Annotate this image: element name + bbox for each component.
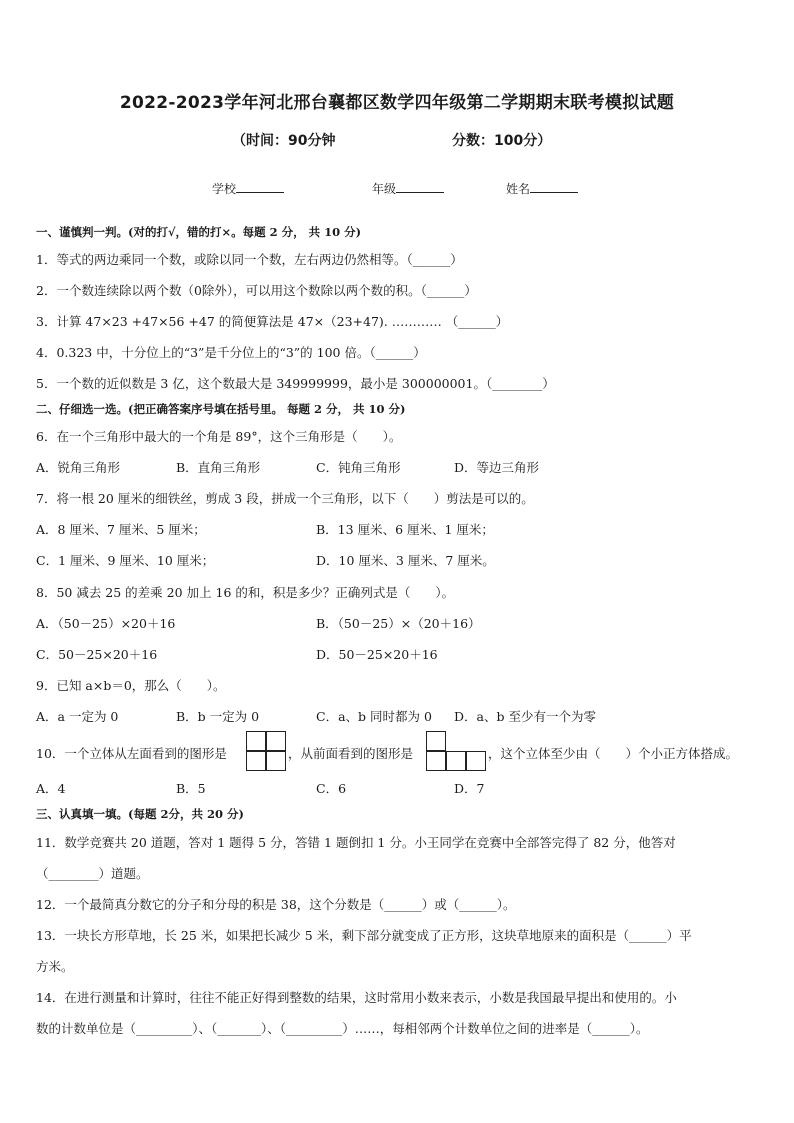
question-8: 8．50 减去 25 的差乘 20 加上 16 的和，积是多少？正确列式是（ ）。 — [36, 585, 455, 600]
question-9: 9．已知 a×b＝0，那么（ ）。 — [36, 678, 226, 693]
front-view-figure — [426, 731, 487, 772]
grade-field — [372, 180, 444, 197]
q9-option-b: B．b 一定为 0 — [176, 709, 260, 724]
q6-option-b: B．直角三角形 — [176, 460, 261, 475]
question-11-line-2: （________）道题。 — [36, 866, 149, 881]
question-10-part-3: ，这个立体至少由（ ）个小正方体搭成。 — [488, 746, 739, 761]
question-10-part-2: ，从前面看到的图形是 — [288, 746, 414, 761]
school-field — [212, 180, 284, 197]
left-view-cell — [246, 751, 266, 771]
q8-option-d: D．50－25×20＋16 — [316, 647, 438, 662]
front-view-cell — [446, 751, 466, 771]
school-label: 学校 — [212, 182, 237, 196]
question-13-line-1: 13．一块长方形草地，长 25 米，如果把长减少 5 米，剩下部分就变成了正方形，这块草地原来的面积是（______）平 — [36, 928, 692, 943]
question-4: 4．0.323 中，十分位上的“3”是千分位上的“3”的 100 倍。（______） — [36, 345, 426, 360]
question-13-line-2: 方米。 — [36, 959, 74, 974]
exam-time: （时间：90分钟 — [232, 133, 336, 149]
question-12: 12．一个最简真分数它的分子和分母的积是 38，这个分数是（______）或（______）。 — [36, 897, 516, 912]
front-view-cell — [466, 751, 486, 771]
q10-option-d: D．7 — [454, 781, 485, 796]
front-view-cell — [426, 751, 446, 771]
question-2: 2．一个数连续除以两个数（0除外），可以用这个数除以两个数的积。（______） — [36, 283, 477, 298]
section-3-heading: 三、认真填一填。(每题 2分，共 20 分) — [36, 807, 244, 821]
exam-score: 分数：100分） — [452, 133, 552, 149]
q10-option-c: C．6 — [316, 781, 347, 796]
question-10-part-1: 10．一个立体从左面看到的图形是 — [36, 746, 227, 761]
question-14-line-1: 14．在进行测量和计算时，往往不能正好得到整数的结果，这时常用小数来表示，小数是我国最早提出和使用的。小 — [36, 990, 677, 1005]
name-blank — [530, 180, 578, 193]
question-11-line-1: 11．数学竞赛共 20 道题，答对 1 题得 5 分，答错 1 题倒扣 1 分。小王同学在竞赛中全部答完得了 82 分，他答对 — [36, 835, 676, 850]
question-14-line-2: 数的计数单位是（_________）、（_______）、（_________）……，每相邻两个计数单位之间的进率是（______）。 — [36, 1021, 649, 1036]
grade-label: 年级 — [372, 182, 397, 196]
question-1: 1．等式的两边乘同一个数，或除以同一个数，左右两边仍然相等。（______） — [36, 252, 463, 267]
q7-option-a: A．8 厘米、7 厘米、5 厘米； — [36, 522, 206, 537]
grade-blank — [396, 180, 444, 193]
left-view-cell — [266, 731, 286, 751]
name-field — [506, 180, 578, 197]
q6-option-a: A．锐角三角形 — [36, 460, 121, 475]
q9-option-d: D．a、b 至少有一个为零 — [454, 709, 596, 724]
question-5: 5．一个数的近似数是 3 亿，这个数最大是 349999999，最小是 300000001。（________） — [36, 376, 555, 391]
q8-option-b: B．（50－25）×（20＋16） — [316, 616, 481, 631]
q8-option-c: C．50－25×20＋16 — [36, 647, 158, 662]
q9-option-c: C．a、b 同时都为 0 — [316, 709, 432, 724]
left-view-cell — [266, 751, 286, 771]
left-view-cell — [246, 731, 266, 751]
q9-option-a: A．a 一定为 0 — [36, 709, 119, 724]
q8-option-a: A．（50－25）×20＋16 — [36, 616, 176, 631]
section-2-heading: 二、仔细选一选。(把正确答案序号填在括号里。 每题 2 分， 共 10 分) — [36, 402, 406, 416]
section-1-heading: 一、谨慎判一判。(对的打√，错的打×。每题 2 分， 共 10 分) — [36, 225, 362, 239]
question-3: 3．计算 47×23 +47×56 +47 的简便算法是 47×（23+47). ………… （______） — [36, 314, 509, 329]
question-7: 7．将一根 20 厘米的细铁丝，剪成 3 段，拼成一个三角形，以下（ ）剪法是可以的。 — [36, 491, 534, 506]
page-title: 2022-2023学年河北邢台襄都区数学四年级第二学期期末联考模拟试题 — [119, 93, 675, 113]
question-6: 6．在一个三角形中最大的一个角是 89°，这个三角形是（ ）。 — [36, 429, 402, 444]
school-blank — [236, 180, 284, 193]
name-label: 姓名 — [506, 182, 531, 196]
q7-option-c: C．1 厘米、9 厘米、10 厘米； — [36, 553, 215, 568]
q7-option-b: B．13 厘米、6 厘米、1 厘米； — [316, 522, 494, 537]
q10-option-b: B．5 — [176, 781, 206, 796]
q10-option-a: A．4 — [36, 781, 66, 796]
q7-option-d: D．10 厘米、3 厘米、7 厘米。 — [316, 553, 495, 568]
left-view-figure — [246, 731, 287, 772]
q6-option-d: D．等边三角形 — [454, 460, 540, 475]
q6-option-c: C．钝角三角形 — [316, 460, 401, 475]
front-view-cell — [426, 731, 446, 751]
